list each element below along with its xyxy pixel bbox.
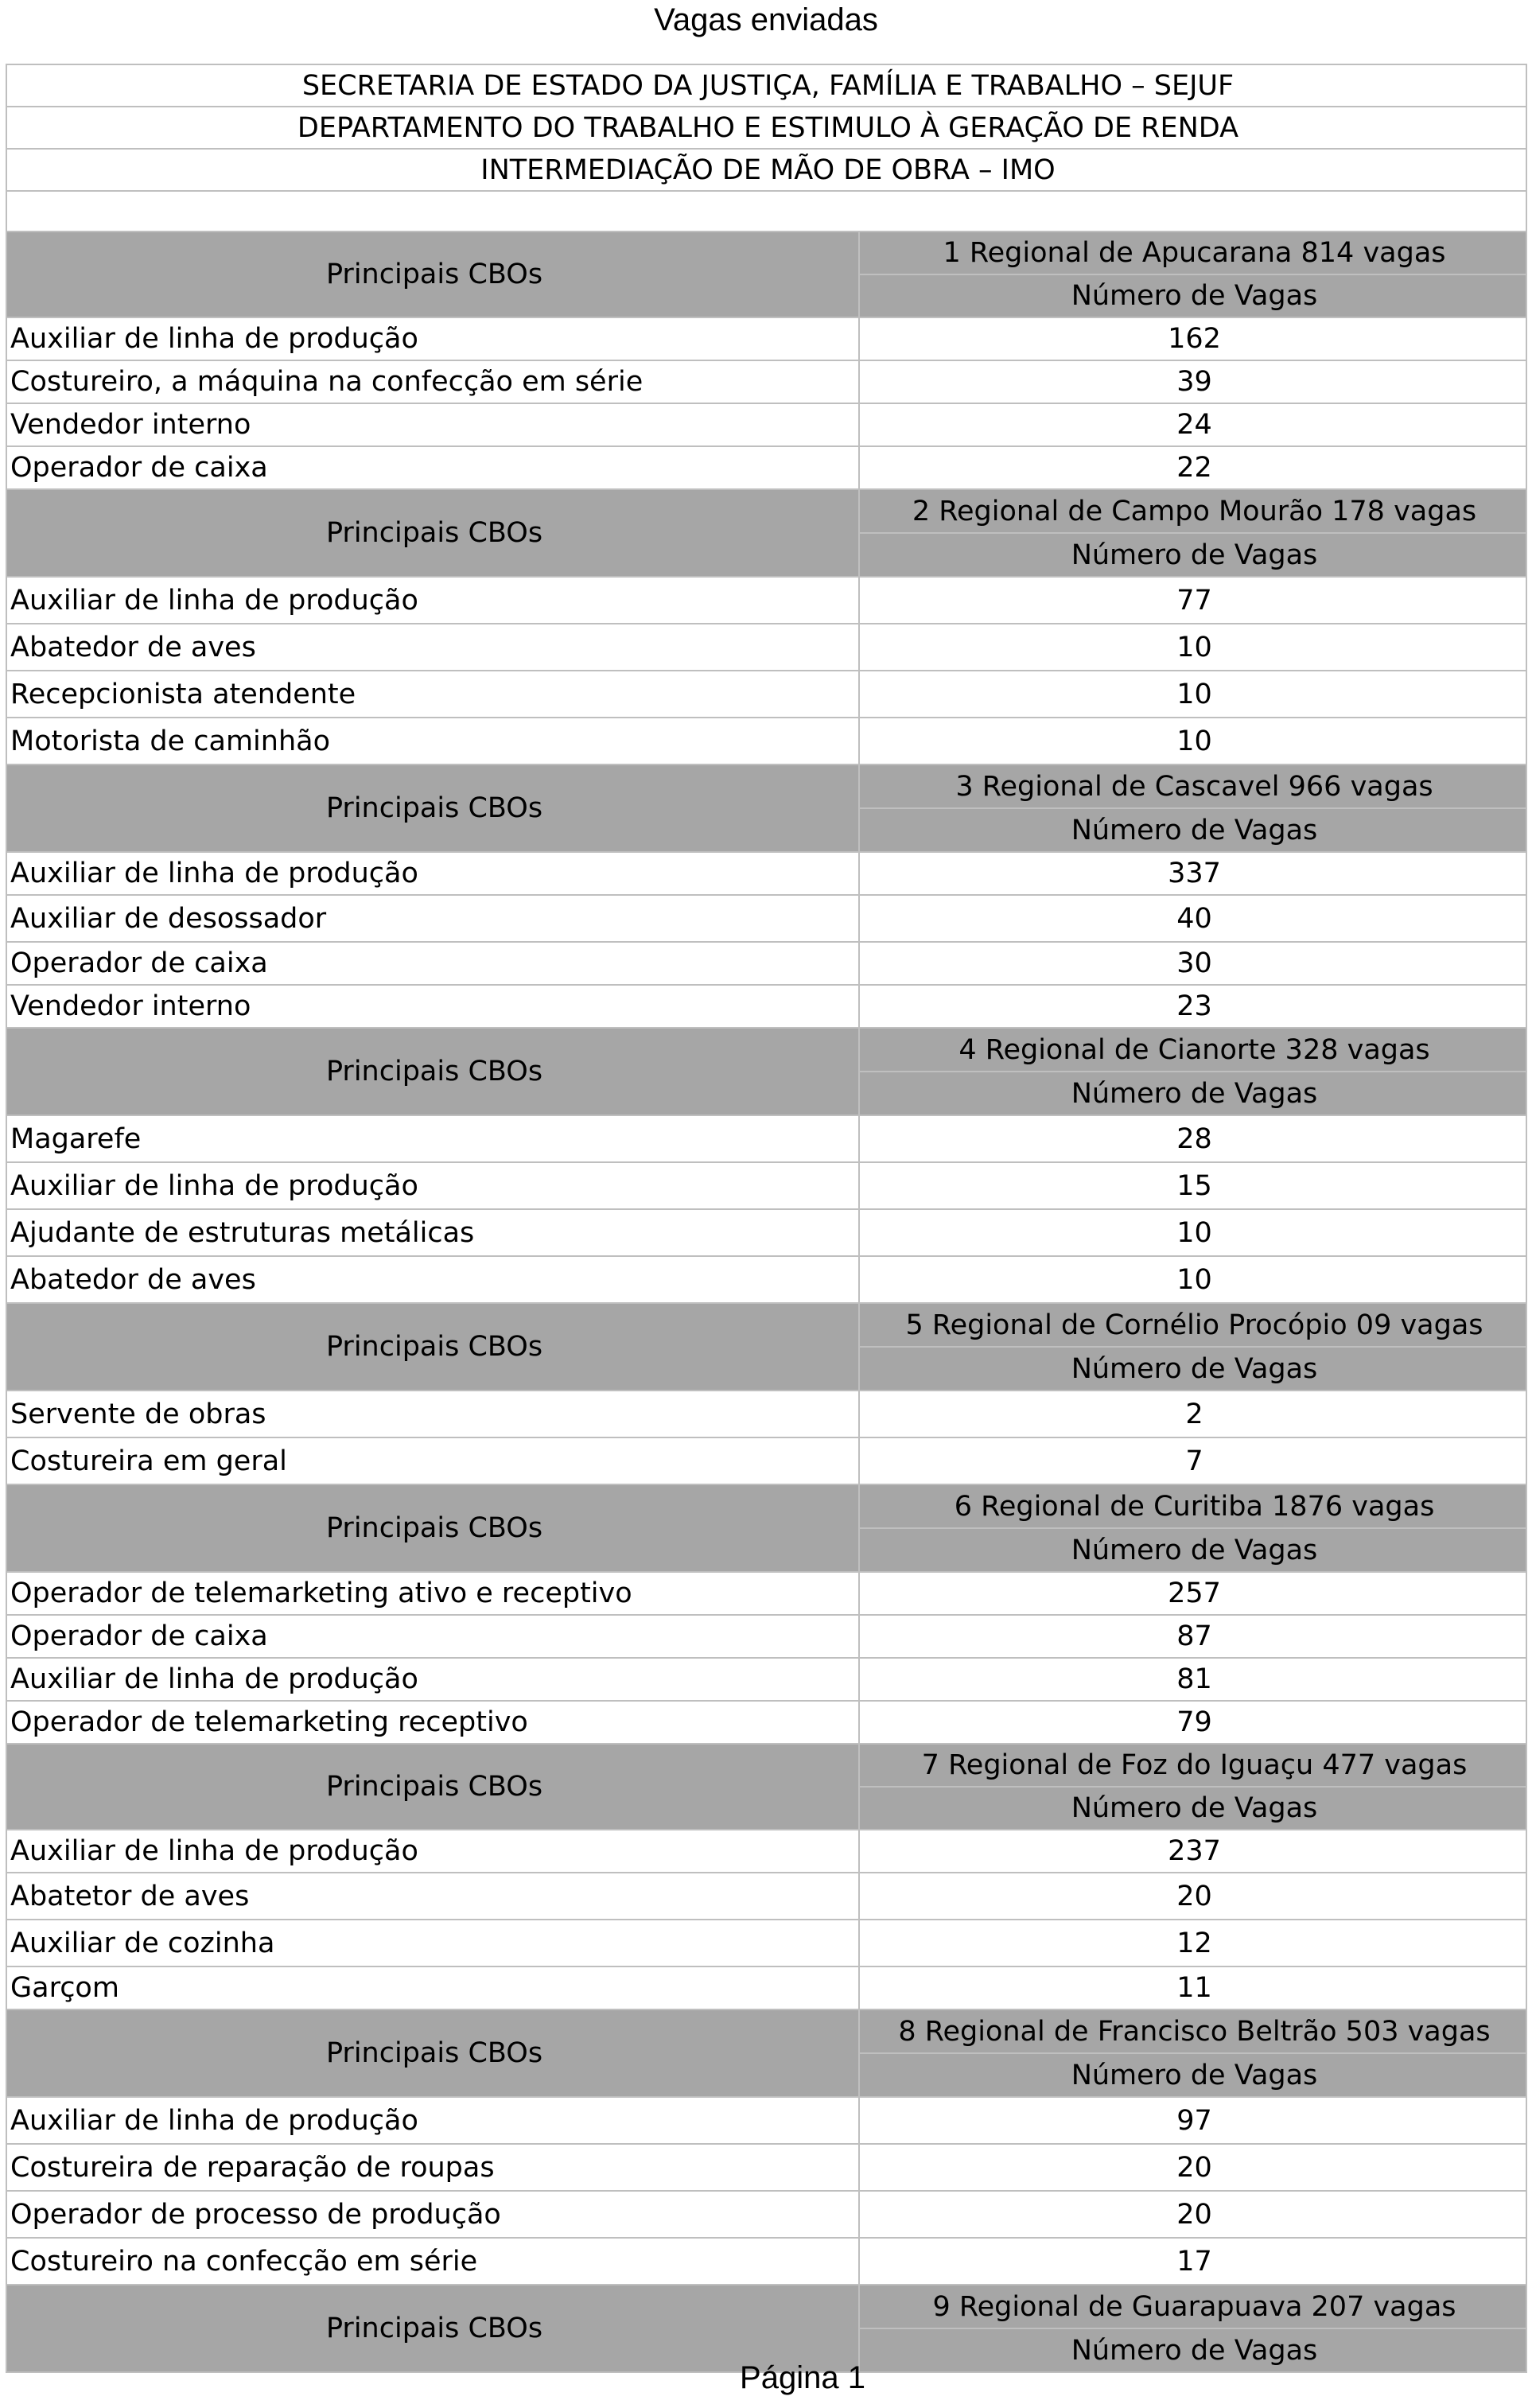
vagas-count-cell: 24 [859, 403, 1526, 446]
principais-cbos-header: Principais CBOs [6, 1303, 859, 1391]
vagas-count-cell: 237 [859, 1830, 1526, 1873]
blank-cell [6, 191, 1526, 231]
table-row [6, 1572, 1526, 1615]
cbo-name-cell: Auxiliar de desossador [6, 895, 859, 942]
cbo-name-cell: Magarefe [6, 1115, 859, 1162]
regional-title: 6 Regional de Curitiba 1876 vagas [859, 1484, 1526, 1528]
vagas-count-cell: 10 [859, 1256, 1526, 1303]
vagas-count-cell: 79 [859, 1701, 1526, 1744]
vagas-count-cell: 77 [859, 577, 1526, 624]
table-row [6, 360, 1526, 403]
vagas-count-cell: 2 [859, 1391, 1526, 1437]
table-row [6, 1830, 1526, 1873]
table-row [6, 1391, 1526, 1437]
vagas-count-cell: 12 [859, 1920, 1526, 1966]
principais-cbos-header: Principais CBOs [6, 2285, 859, 2372]
table-row [6, 624, 1526, 671]
vagas-count-cell: 20 [859, 1873, 1526, 1920]
header-row-3 [6, 149, 1526, 191]
page-footer: Página 1 [740, 2360, 865, 2395]
page-title: Vagas enviadas [654, 2, 878, 37]
cbo-name-cell: Auxiliar de linha de produção [6, 2097, 859, 2144]
regional-header-row [6, 1744, 1526, 1787]
table-row [6, 2144, 1526, 2191]
numero-de-vagas-header: Número de Vagas [859, 2328, 1526, 2372]
table-row [6, 1437, 1526, 1484]
cbo-name-cell: Operador de caixa [6, 1615, 859, 1658]
vagas-count-cell: 20 [859, 2191, 1526, 2238]
table-row [6, 985, 1526, 1028]
regional-header-row [6, 2285, 1526, 2328]
principais-cbos-header: Principais CBOs [6, 231, 859, 317]
cbo-name-cell: Auxiliar de linha de produção [6, 1830, 859, 1873]
table-row [6, 1920, 1526, 1966]
regional-title: 2 Regional de Campo Mourão 178 vagas [859, 489, 1526, 533]
vagas-count-cell: 39 [859, 360, 1526, 403]
vagas-count-cell: 40 [859, 895, 1526, 942]
vagas-count-cell: 22 [859, 446, 1526, 489]
cbo-name-cell: Abatetor de aves [6, 1873, 859, 1920]
header-departamento: DEPARTAMENTO DO TRABALHO E ESTIMULO À GERAÇÃO DE RENDA [6, 107, 1526, 149]
vagas-count-cell: 15 [859, 1162, 1526, 1209]
numero-de-vagas-header: Número de Vagas [859, 1528, 1526, 1572]
vagas-count-cell: 11 [859, 1966, 1526, 2009]
header-secretaria: SECRETARIA DE ESTADO DA JUSTIÇA, FAMÍLIA E TRABALHO – SEJUF [6, 64, 1526, 107]
principais-cbos-header: Principais CBOs [6, 1484, 859, 1572]
regional-title: 4 Regional de Cianorte 328 vagas [859, 1028, 1526, 1072]
table-row [6, 446, 1526, 489]
table-row [6, 852, 1526, 895]
table-row [6, 1701, 1526, 1744]
principais-cbos-header: Principais CBOs [6, 764, 859, 852]
cbo-name-cell: Auxiliar de linha de produção [6, 577, 859, 624]
cbo-name-cell: Servente de obras [6, 1391, 859, 1437]
cbo-name-cell: Auxiliar de linha de produção [6, 852, 859, 895]
cbo-name-cell: Operador de processo de produção [6, 2191, 859, 2238]
cbo-name-cell: Motorista de caminhão [6, 718, 859, 764]
numero-de-vagas-header: Número de Vagas [859, 274, 1526, 317]
header-intermediacao: INTERMEDIAÇÃO DE MÃO DE OBRA – IMO [6, 149, 1526, 191]
numero-de-vagas-header: Número de Vagas [859, 1787, 1526, 1830]
cbo-name-cell: Costureiro, a máquina na confecção em série [6, 360, 859, 403]
cbo-name-cell: Recepcionista atendente [6, 671, 859, 718]
cbo-name-cell: Abatedor de aves [6, 1256, 859, 1303]
cbo-name-cell: Operador de telemarketing receptivo [6, 1701, 859, 1744]
principais-cbos-header: Principais CBOs [6, 489, 859, 577]
cbo-name-cell: Costureira de reparação de roupas [6, 2144, 859, 2191]
regional-header-row [6, 2009, 1526, 2053]
table-row [6, 671, 1526, 718]
vagas-count-cell: 10 [859, 671, 1526, 718]
numero-de-vagas-header: Número de Vagas [859, 533, 1526, 577]
vagas-count-cell: 337 [859, 852, 1526, 895]
vagas-count-cell: 162 [859, 317, 1526, 360]
vagas-count-cell: 7 [859, 1437, 1526, 1484]
principais-cbos-header: Principais CBOs [6, 2009, 859, 2097]
cbo-name-cell: Costureiro na confecção em série [6, 2238, 859, 2285]
table-row [6, 1658, 1526, 1701]
table-row [6, 1256, 1526, 1303]
cbo-name-cell: Auxiliar de linha de produção [6, 317, 859, 360]
cbo-name-cell: Operador de caixa [6, 446, 859, 489]
cbo-name-cell: Vendedor interno [6, 985, 859, 1028]
cbo-name-cell: Operador de caixa [6, 942, 859, 985]
regional-header-row [6, 231, 1526, 274]
principais-cbos-header: Principais CBOs [6, 1028, 859, 1115]
table-row [6, 2238, 1526, 2285]
table-row [6, 942, 1526, 985]
table-row [6, 895, 1526, 942]
cbo-name-cell: Abatedor de aves [6, 624, 859, 671]
table-row [6, 317, 1526, 360]
cbo-name-cell: Vendedor interno [6, 403, 859, 446]
cbo-name-cell: Operador de telemarketing ativo e receptivo [6, 1572, 859, 1615]
vagas-count-cell: 17 [859, 2238, 1526, 2285]
vagas-count-cell: 10 [859, 1209, 1526, 1256]
table-row [6, 1873, 1526, 1920]
vagas-table [6, 64, 1527, 2373]
regional-header-row [6, 1303, 1526, 1347]
vagas-table-body [6, 64, 1526, 2372]
regional-header-row [6, 489, 1526, 533]
numero-de-vagas-header: Número de Vagas [859, 808, 1526, 852]
numero-de-vagas-header: Número de Vagas [859, 2053, 1526, 2097]
table-row [6, 2191, 1526, 2238]
blank-row [6, 191, 1526, 231]
regional-title: 7 Regional de Foz do Iguaçu 477 vagas [859, 1744, 1526, 1787]
table-row [6, 1615, 1526, 1658]
principais-cbos-header: Principais CBOs [6, 1744, 859, 1830]
regional-title: 3 Regional de Cascavel 966 vagas [859, 764, 1526, 808]
numero-de-vagas-header: Número de Vagas [859, 1347, 1526, 1391]
table-row [6, 2097, 1526, 2144]
table-row [6, 403, 1526, 446]
header-row-1 [6, 64, 1526, 107]
vagas-count-cell: 257 [859, 1572, 1526, 1615]
cbo-name-cell: Auxiliar de linha de produção [6, 1162, 859, 1209]
regional-header-row [6, 764, 1526, 808]
regional-title: 5 Regional de Cornélio Procópio 09 vagas [859, 1303, 1526, 1347]
header-row-2 [6, 107, 1526, 149]
table-row [6, 1162, 1526, 1209]
vagas-count-cell: 97 [859, 2097, 1526, 2144]
cbo-name-cell: Garçom [6, 1966, 859, 2009]
table-row [6, 718, 1526, 764]
vagas-count-cell: 20 [859, 2144, 1526, 2191]
vagas-count-cell: 23 [859, 985, 1526, 1028]
regional-title: 8 Regional de Francisco Beltrão 503 vagas [859, 2009, 1526, 2053]
regional-title: 9 Regional de Guarapuava 207 vagas [859, 2285, 1526, 2328]
table-row [6, 1115, 1526, 1162]
vagas-count-cell: 28 [859, 1115, 1526, 1162]
cbo-name-cell: Costureira em geral [6, 1437, 859, 1484]
table-row [6, 577, 1526, 624]
cbo-name-cell: Auxiliar de linha de produção [6, 1658, 859, 1701]
cbo-name-cell: Auxiliar de cozinha [6, 1920, 859, 1966]
vagas-count-cell: 81 [859, 1658, 1526, 1701]
regional-header-row [6, 1484, 1526, 1528]
vagas-count-cell: 10 [859, 718, 1526, 764]
table-row [6, 1966, 1526, 2009]
table-row [6, 1209, 1526, 1256]
vagas-count-cell: 10 [859, 624, 1526, 671]
cbo-name-cell: Ajudante de estruturas metálicas [6, 1209, 859, 1256]
regional-title: 1 Regional de Apucarana 814 vagas [859, 231, 1526, 274]
numero-de-vagas-header: Número de Vagas [859, 1072, 1526, 1115]
vagas-count-cell: 87 [859, 1615, 1526, 1658]
vagas-count-cell: 30 [859, 942, 1526, 985]
regional-header-row [6, 1028, 1526, 1072]
